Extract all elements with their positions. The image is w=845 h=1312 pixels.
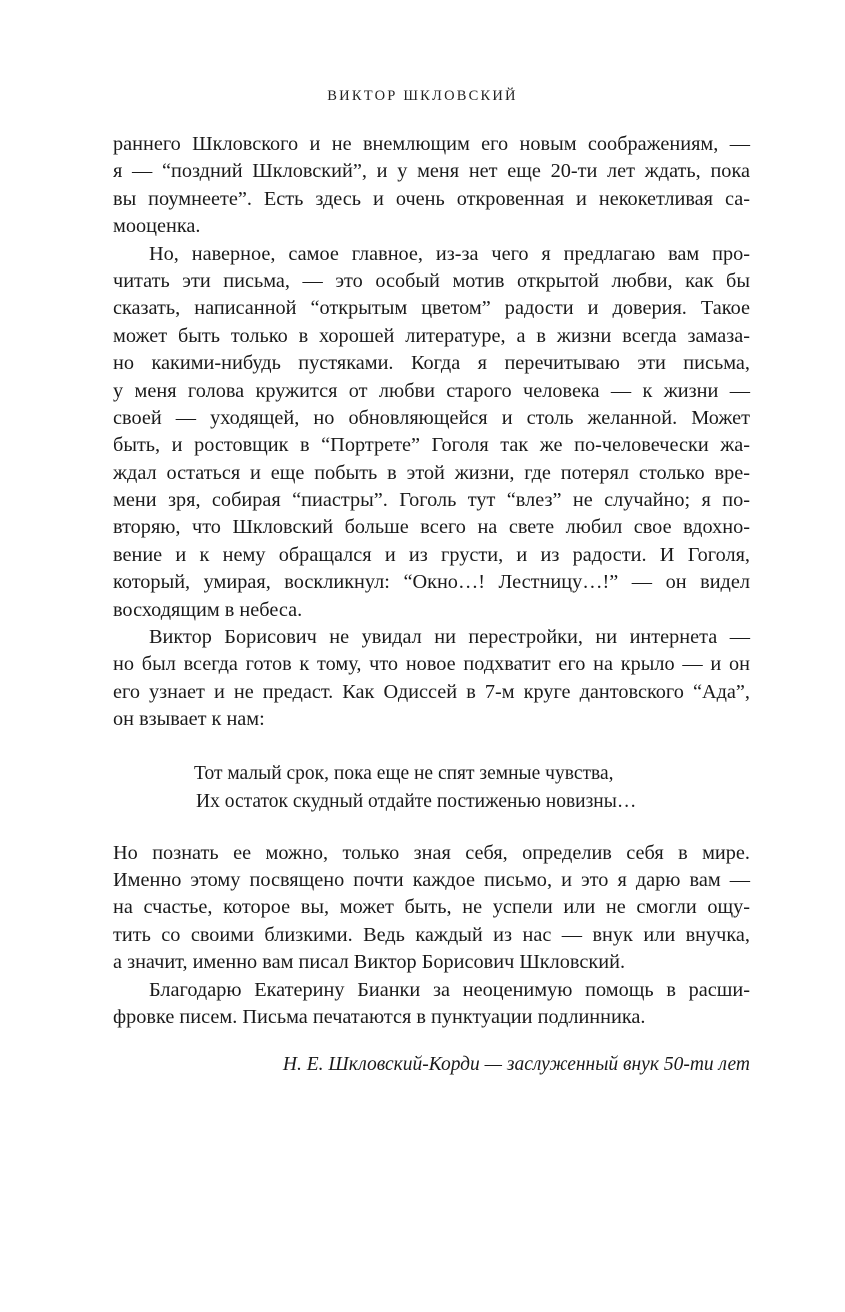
text-line: у меня голова кружится от любви старого человека — к жизни — bbox=[113, 379, 750, 402]
text-line: своей — уходящей, но обновляющейся и столь желанной. Может bbox=[113, 406, 750, 429]
text-line: вение и к нему обращался и из грусти, и из радости. И Гоголя, bbox=[113, 543, 750, 566]
text-line: он взывает к нам: bbox=[113, 708, 265, 731]
text-line: но какими-нибудь пустяками. Когда я перечитываю эти письма, bbox=[113, 352, 750, 375]
text-line: фровке писем. Письма печатаются в пунктуации подлинника. bbox=[113, 1005, 646, 1028]
author-signature: Н. Е. Шкловский-Корди — заслуженный внук 50-ти лет bbox=[282, 1054, 750, 1076]
text-line: Но, наверное, самое главное, из-за чего я предлагаю вам про- bbox=[149, 242, 750, 265]
running-head-title: ВИКТОР ШКЛОВСКИЙ bbox=[327, 88, 518, 104]
text-line: Виктор Борисович не увидал ни перестройки, ни интернета — bbox=[149, 626, 750, 649]
text-line: сказать, написанной “открытым цветом” радости и доверия. Такое bbox=[113, 297, 750, 320]
text-line: вы поумнеете”. Есть здесь и очень откровенная и некокетливая са- bbox=[113, 187, 750, 210]
text-line: его узнает и не предаст. Как Одиссей в 7-м круге дантовского “Ада”, bbox=[113, 680, 750, 703]
text-line: Именно этому посвящено почти каждое письмо, и это я дарю вам — bbox=[113, 868, 750, 891]
body-text bbox=[113, 131, 750, 1079]
text-line: на счастье, которое вы, может быть, не успели или не смогли ощу- bbox=[113, 896, 750, 919]
poem-verse: Тот малый срок, пока еще не спят земные чувства, bbox=[194, 762, 614, 784]
text-line: который, умирая, воскликнул: “Окно…! Лестницу…!” — он видел bbox=[113, 571, 750, 594]
poem-quote bbox=[113, 760, 750, 816]
text-line: я — “поздний Шкловский”, и у меня нет еще 20-ти лет ждать, пока bbox=[113, 160, 750, 183]
text-line: восходящим в небеса. bbox=[113, 598, 303, 621]
paragraph-1 bbox=[113, 131, 750, 241]
text-line: тить со своими близкими. Ведь каждый из нас — внук или внучка, bbox=[113, 923, 750, 946]
paragraph-2 bbox=[113, 241, 750, 624]
text-line: мени зря, собирая “пиастры”. Гоголь тут “влез” не случайно; я по- bbox=[113, 489, 750, 512]
text-line: но был всегда готов к тому, что новое подхватит его на крыло — и он bbox=[113, 653, 750, 676]
paragraph-4 bbox=[113, 840, 750, 977]
paragraph-5 bbox=[113, 977, 750, 1032]
text-line: может быть только в хорошей литературе, а в жизни всегда замаза- bbox=[113, 324, 750, 347]
paragraph-3 bbox=[113, 624, 750, 734]
text-line: а значит, именно вам писал Виктор Борисович Шкловский. bbox=[113, 951, 626, 974]
text-line: вторяю, что Шкловский больше всего на свете любил свое вдохно- bbox=[113, 516, 750, 539]
text-line: мооценка. bbox=[113, 215, 201, 238]
text-line: раннего Шкловского и не внемлющим его новым соображениям, — bbox=[113, 133, 750, 155]
poem-verse: Их остаток скудный отдайте постиженью новизны… bbox=[196, 790, 637, 812]
text-line: ждал остаться и еще побыть в этой жизни, где потерял столько вре- bbox=[113, 461, 750, 484]
text-line: быть, и ростовщик в “Портрете” Гоголя так же по-человечески жа- bbox=[113, 434, 750, 457]
text-line: Благодарю Екатерину Бианки за неоценимую помощь в расши- bbox=[149, 978, 750, 1001]
text-line: читать эти письма, — это особый мотив открытой любви, как бы bbox=[113, 269, 750, 292]
text-line: Но познать ее можно, только зная себя, определив себя в мире. bbox=[113, 841, 750, 864]
